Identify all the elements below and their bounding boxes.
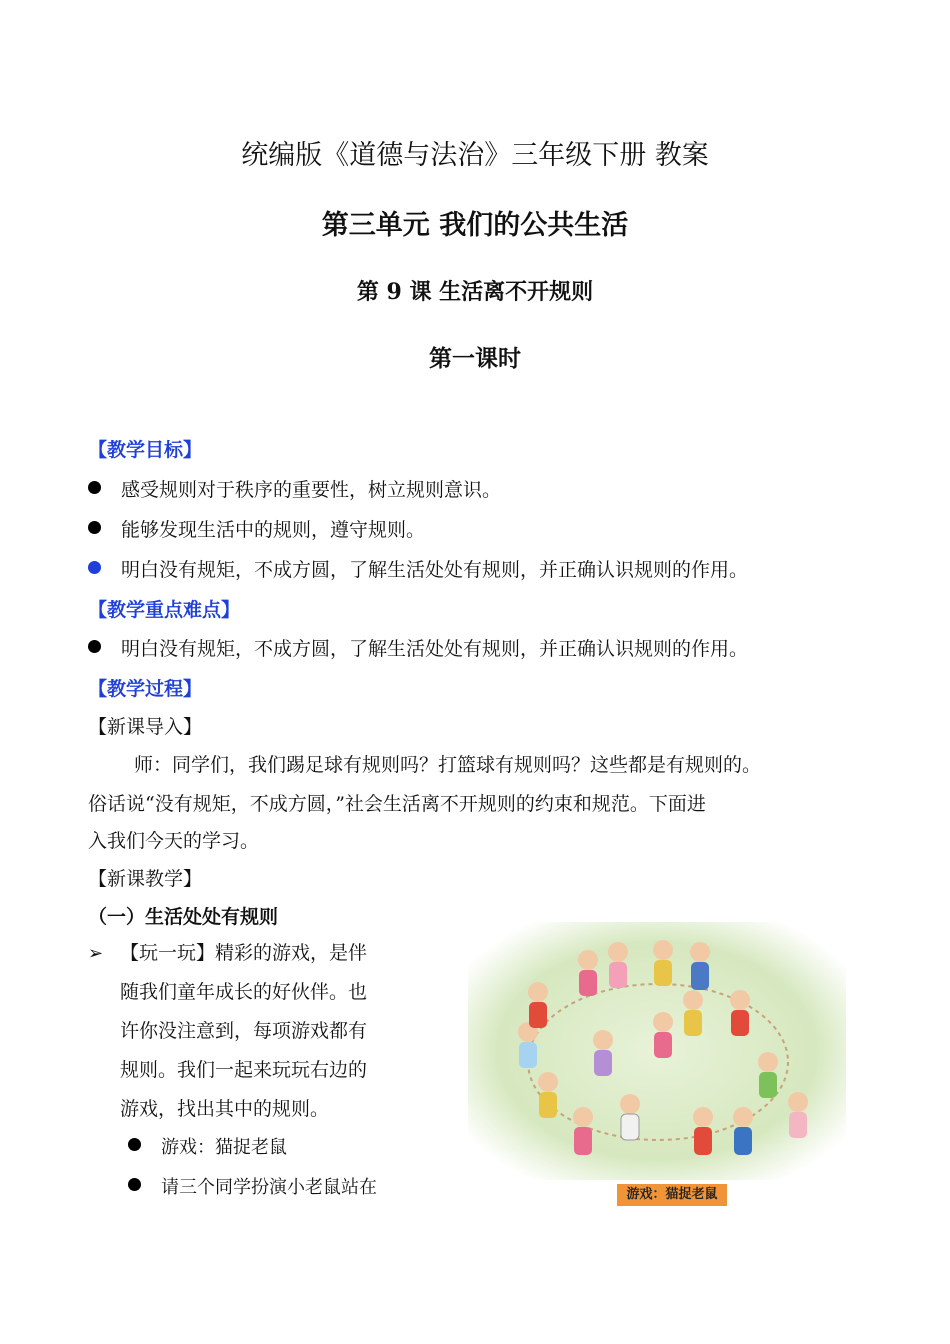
objective-item: 能够发现生活中的规则，遵守规则。 bbox=[88, 515, 425, 542]
period-title: 第一课时 bbox=[429, 345, 521, 372]
illustration-caption: 游戏：猫捉老鼠 bbox=[617, 1184, 727, 1206]
play-line: 随我们童年成长的好伙伴。也 bbox=[120, 981, 368, 1003]
play-activity bbox=[88, 934, 428, 1129]
bullet-dot-icon bbox=[128, 1138, 141, 1151]
bullet-dot-icon bbox=[88, 561, 101, 574]
children-circle-illustration-icon bbox=[468, 922, 846, 1180]
intro-heading: 【新课导入】 bbox=[88, 716, 203, 738]
document-title: 统编版《道德与法治》三年级下册 教案 bbox=[241, 140, 709, 171]
bullet-dot-icon bbox=[88, 640, 101, 653]
bullet-dot-icon bbox=[88, 521, 101, 534]
game-item: 请三个同学扮演小老鼠站在 bbox=[128, 1173, 377, 1199]
process-heading: 【教学过程】 bbox=[88, 678, 203, 700]
intro-paragraph-line: 入我们今天的学习。 bbox=[88, 830, 260, 852]
play-line: 【玩一玩】精彩的游戏，是伴 bbox=[120, 942, 368, 964]
play-line: 游戏，找出其中的规则。 bbox=[120, 1098, 330, 1120]
arrow-bullet-icon: ➢ bbox=[88, 943, 104, 964]
objectives-heading: 【教学目标】 bbox=[88, 439, 203, 461]
objective-item: 感受规则对于秩序的重要性，树立规则意识。 bbox=[88, 475, 501, 502]
objective-item: 明白没有规矩，不成方圆，了解生活处处有规则，并正确认识规则的作用。 bbox=[88, 555, 748, 582]
intro-paragraph-line: 师：同学们，我们踢足球有规则吗？打篮球有规则吗？这些都是有规则的。 bbox=[134, 754, 762, 776]
unit-title: 第三单元 我们的公共生活 bbox=[321, 210, 629, 241]
play-line: 许你没注意到，每项游戏都有 bbox=[120, 1020, 368, 1042]
intro-paragraph-line: 俗话说“没有规矩，不成方圆，”社会生活离不开规则的约束和规范。下面进 bbox=[88, 793, 706, 815]
game-illustration bbox=[468, 922, 846, 1180]
key-points-heading: 【教学重点难点】 bbox=[88, 599, 241, 621]
section-one-heading: （一）生活处处有规则 bbox=[88, 906, 279, 928]
key-point-item: 明白没有规矩，不成方圆，了解生活处处有规则，并正确认识规则的作用。 bbox=[88, 634, 748, 661]
lesson-title: 第 9 课 生活离不开规则 bbox=[356, 279, 594, 305]
bullet-dot-icon bbox=[128, 1178, 141, 1191]
play-line: 规则。我们一起来玩玩右边的 bbox=[120, 1059, 368, 1081]
game-item: 游戏：猫捉老鼠 bbox=[128, 1133, 287, 1159]
teach-heading: 【新课教学】 bbox=[88, 868, 203, 890]
bullet-dot-icon bbox=[88, 481, 101, 494]
